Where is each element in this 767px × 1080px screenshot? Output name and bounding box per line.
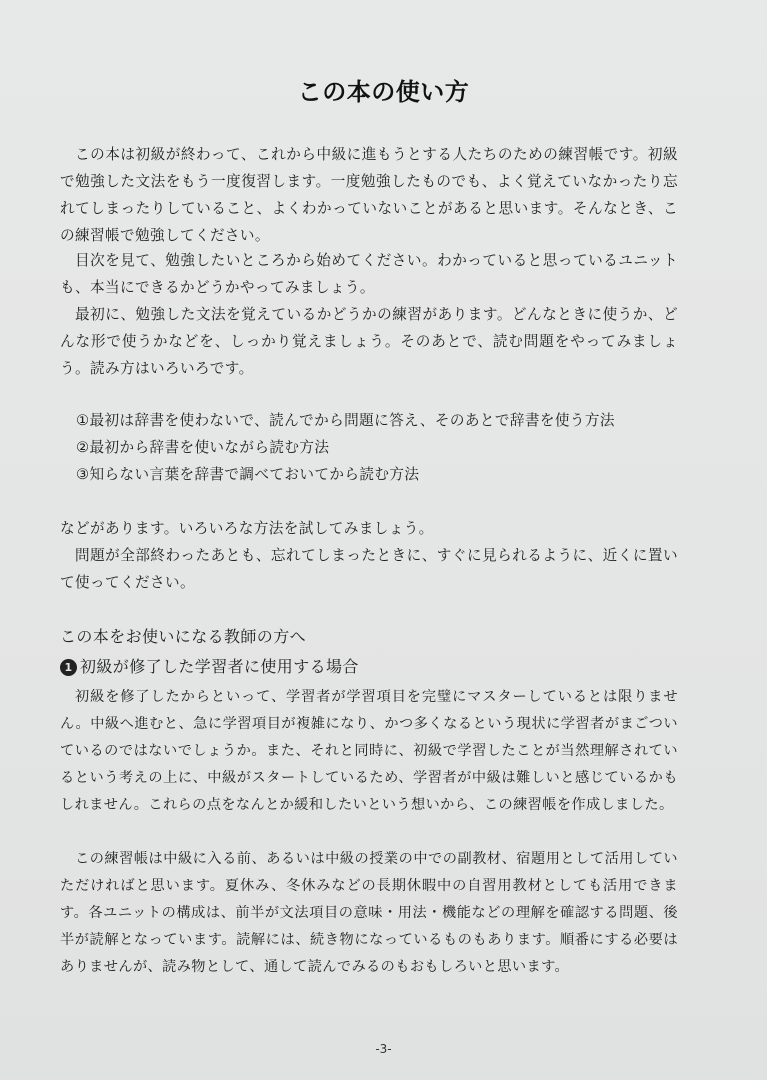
closing-paragraph: 問題が全部終わったあとも、忘れてしまったときに、すぐに見られるように、近くに置いて使ってください。 — [60, 547, 678, 591]
intro-paragraph-3: 最初に、勉強した文法を覚えているかどうかの練習があります。どんなときに使うか、どんな形で使うかなどを、しっかり覚えましょう。そのあとで、読む問題をやってみましょう。読み方はいろいろです。 — [60, 306, 678, 377]
method-item-3: ③知らない言葉を辞書で調べておいてから読む方法 — [76, 466, 420, 483]
intro-paragraph-2: 目次を見て、勉強したいところから始めてください。わかっていると思っているユニットも、本当にできるかどうかやってみましょう。 — [60, 252, 678, 296]
teacher-subsection-heading — [60, 656, 359, 678]
after-methods-text: などがあります。いろいろな方法を試してみましょう。 — [60, 520, 434, 537]
number-badge: 1 — [60, 659, 77, 676]
page-number: -3- — [375, 1042, 392, 1056]
teacher-paragraph-1: 初級を修了したからといって、学習者が学習項目を完璧にマスターしているとは限りません。中級へ進むと、急に学習項目が複雑になり、かつ多くなるという現状に学習者がまごついているのではないでしょうか。また、それと同時に、初級で学習したことが当然理解されているという考えの上に、中級がスタートしているため、学習者が中級は難しいと感じているかもしれません。これらの点をなんとか緩和したいという想いから、この練習帳を作成しました。 — [60, 689, 678, 813]
intro-paragraph-1: この本は初級が終わって、これから中級に進もうとする人たちのための練習帳です。初級で勉強した文法をもう一度復習します。一度勉強したものでも、よく覚えていなかったり忘れてしまったりしていること、よくわかっていないことがあると思います。そんなとき、この練習帳で勉強してください。 — [60, 146, 678, 244]
teacher-paragraph-2: この練習帳は中級に入る前、あるいは中級の授業の中での副教材、宿題用として活用していただければと思います。夏休み、冬休みなどの長期休暇中の自習用教材としても活用できます。各ユニットの構成は、前半が文法項目の意味・用法・機能などの理解を確認する問題、後半が読解となっています。読解には、続き物になっているものもあります。順番にする必要はありませんが、読み物として、通して読んでみるのもおもしろいと思います。 — [60, 851, 678, 975]
method-item-1: ①最初は辞書を使わないで、読んでから問題に答え、そのあとで辞書を使う方法 — [76, 412, 615, 429]
page-title: この本の使い方 — [297, 78, 470, 106]
method-item-2: ②最初から辞書を使いながら読む方法 — [76, 439, 330, 456]
subsection-title: 初級が修了した学習者に使用する場合 — [80, 657, 359, 676]
teacher-section-heading: この本をお使いになる教師の方へ — [60, 627, 307, 646]
